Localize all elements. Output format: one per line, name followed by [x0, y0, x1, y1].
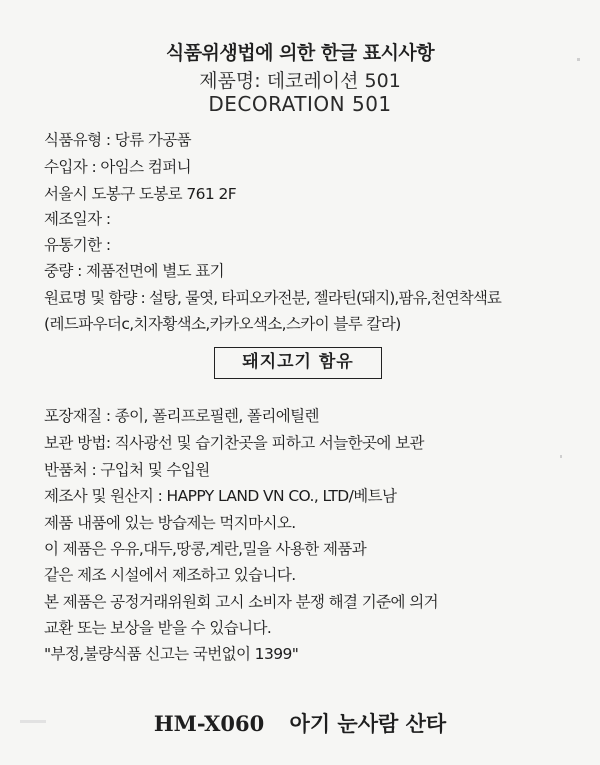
report-hotline-line: "부정,불량식품 신고는 국번없이 1399" — [44, 645, 299, 663]
allergen-line-2: 같은 제조 시설에서 제조하고 있습니다. — [44, 566, 296, 584]
expiry-date-line: 유통기한 : — [44, 236, 111, 254]
food-type-line: 식품유형 : 당류 가공품 — [44, 131, 191, 149]
product-name-english: DECORATION 501 — [208, 92, 392, 116]
desiccant-warning-line: 제품 내품에 있는 방습제는 먹지마시오. — [44, 514, 296, 532]
pork-notice-box: 돼지고기 함유 — [214, 347, 382, 379]
manufacturer-origin-line: 제조사 및 원산지 : HAPPY LAND VN CO., LTD/베트남 — [44, 487, 397, 505]
label-title: 식품위생법에 의한 한글 표시사항 — [165, 42, 435, 64]
ingredients-line: 원료명 및 함량 : 설탕, 물엿, 타피오카전분, 젤라틴(돼지),팜유,천연착색료 — [44, 289, 501, 307]
packaging-material-line: 포장재질 : 종이, 폴리프로필렌, 폴리에틸렌 — [44, 407, 319, 425]
consumer-dispute-line-1: 본 제품은 공정거래위원회 고시 소비자 분쟁 해결 기준에 의거 — [44, 593, 438, 611]
paper-speck — [577, 58, 580, 61]
storage-method-line: 보관 방법: 직사광선 및 습기찬곳을 피하고 서늘한곳에 보관 — [44, 434, 424, 452]
paper-speck — [20, 720, 46, 723]
consumer-dispute-line-2: 교환 또는 보상을 받을 수 있습니다. — [44, 619, 272, 637]
paper-speck — [560, 455, 562, 458]
allergen-line-1: 이 제품은 우유,대두,땅콩,계란,밀을 사용한 제품과 — [44, 540, 367, 558]
product-name-korean: 제품명: 데코레이션 501 — [199, 70, 401, 92]
address-line: 서울시 도봉구 도봉로 761 2F — [44, 185, 237, 203]
footer-product-name: 아기 눈사람 산타 — [289, 712, 447, 736]
returns-line: 반품처 : 구입처 및 수입원 — [44, 461, 210, 479]
product-footer — [0, 708, 600, 738]
model-code: HM-X060 — [153, 711, 265, 736]
manufacture-date-line: 제조일자 : — [44, 210, 111, 228]
importer-line: 수입자 : 아임스 컴퍼니 — [44, 158, 191, 176]
weight-line: 중량 : 제품전면에 별도 표기 — [44, 262, 225, 280]
ingredients-colorants-line: (레드파우더c,치자황색소,카카오색소,스카이 블루 칼라) — [44, 315, 401, 333]
